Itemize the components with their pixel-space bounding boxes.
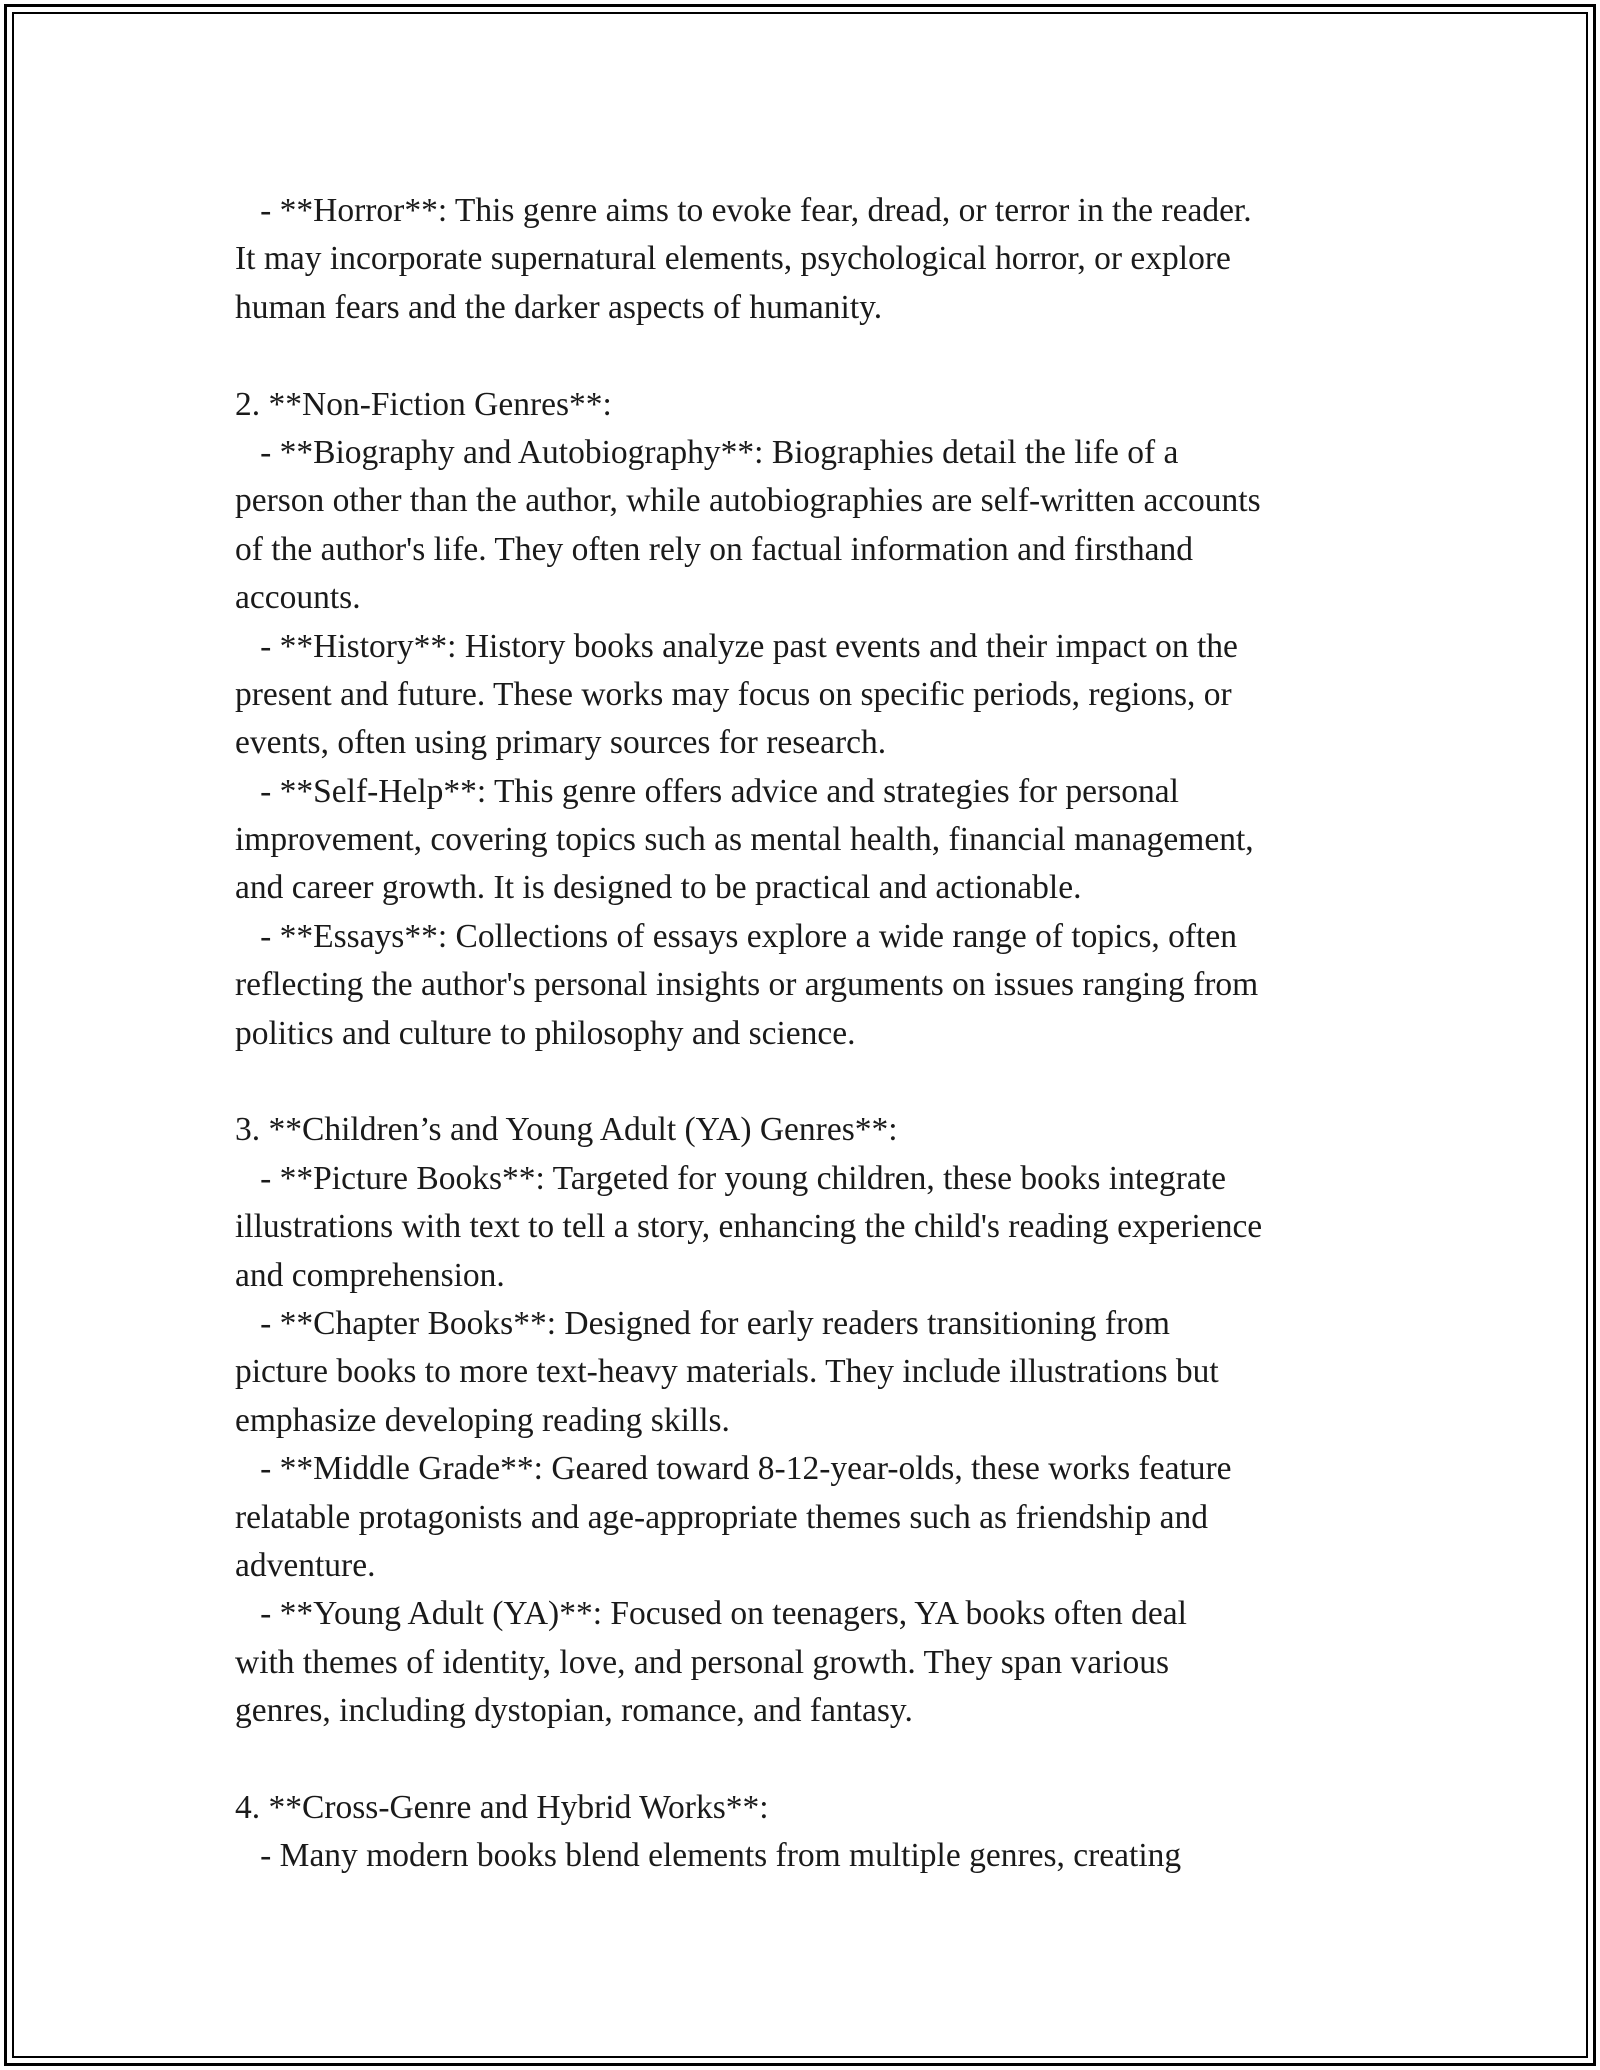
blank-line	[235, 1736, 1385, 1784]
text-line: emphasize developing reading skills.	[235, 1401, 730, 1439]
text-line: - **Middle Grade**: Geared toward 8-12-year-olds, these works feature	[235, 1450, 1232, 1488]
text-line: - **Chapter Books**: Designed for early readers transitioning from	[235, 1304, 1170, 1342]
text-line: adventure.	[235, 1546, 376, 1584]
text-line: relatable protagonists and age-appropriate themes such as friendship and	[235, 1498, 1209, 1536]
text-line: person other than the author, while autobiographies are self-written accounts	[235, 482, 1261, 520]
text-line: illustrations with text to tell a story, enhancing the child's reading experience	[235, 1208, 1263, 1246]
text-line: - **Self-Help**: This genre offers advice and strategies for personal	[235, 772, 1179, 810]
blank-line	[235, 1058, 1385, 1106]
text-line: picture books to more text-heavy materials. They include illustrations but	[235, 1353, 1219, 1391]
section-heading: 4. **Cross-Genre and Hybrid Works**:	[235, 1788, 769, 1826]
text-line: - **Horror**: This genre aims to evoke fear, dread, or terror in the reader.	[235, 192, 1252, 229]
text-line: - **History**: History books analyze past events and their impact on the	[235, 627, 1238, 665]
text-line: and career growth. It is designed to be practical and actionable.	[235, 869, 1082, 907]
text-line: of the author's life. They often rely on factual information and firsthand	[235, 530, 1194, 568]
section-heading: 3. **Children’s and Young Adult (YA) Genres**:	[235, 1111, 898, 1149]
text-line: present and future. These works may focus on specific periods, regions, or	[235, 675, 1232, 713]
text-line: reflecting the author's personal insights or arguments on issues ranging from	[235, 966, 1259, 1004]
text-line: genres, including dystopian, romance, and fantasy.	[235, 1692, 913, 1730]
document-body	[235, 187, 1385, 1881]
text-line: - **Biography and Autobiography**: Biographies detail the life of a	[235, 433, 1179, 471]
text-line: with themes of identity, love, and personal growth. They span various	[235, 1643, 1170, 1681]
text-line: accounts.	[235, 579, 361, 617]
text-line: and comprehension.	[235, 1256, 505, 1294]
text-line: It may incorporate supernatural elements, psychological horror, or explore	[235, 240, 1231, 278]
text-line: improvement, covering topics such as mental health, financial management,	[235, 821, 1254, 859]
text-line: politics and culture to philosophy and science.	[235, 1014, 856, 1052]
text-line: - **Picture Books**: Targeted for young children, these books integrate	[235, 1159, 1226, 1197]
blank-line	[235, 332, 1385, 380]
text-line: - **Young Adult (YA)**: Focused on teenagers, YA books often deal	[235, 1595, 1187, 1633]
text-line: - **Essays**: Collections of essays explore a wide range of topics, often	[235, 917, 1237, 955]
text-line: human fears and the darker aspects of humanity.	[235, 288, 883, 326]
text-line: events, often using primary sources for research.	[235, 724, 887, 762]
section-heading: 2. **Non-Fiction Genres**:	[235, 385, 612, 423]
text-line: - Many modern books blend elements from multiple genres, creating	[235, 1837, 1182, 1875]
